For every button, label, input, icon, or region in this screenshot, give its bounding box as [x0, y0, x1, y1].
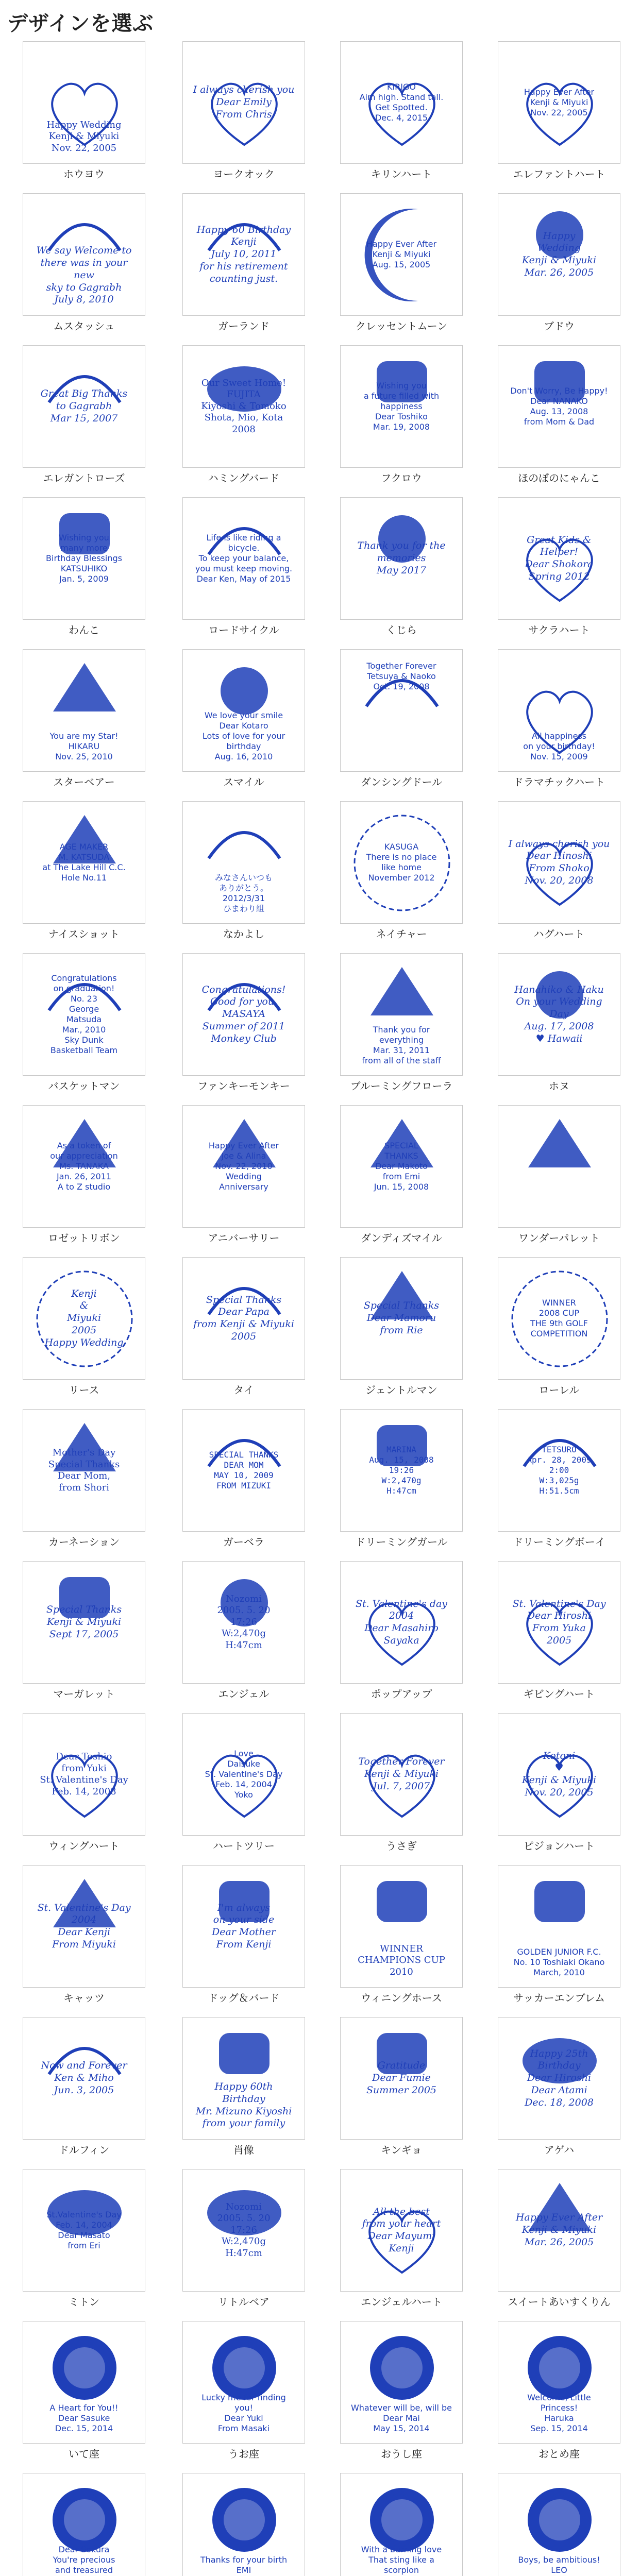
design-sample-text: Nozomi 2005. 5. 20 17:26 W:2,470g H:47cm: [217, 1593, 271, 1651]
design-option[interactable]: [498, 1561, 620, 1700]
design-caption: ドラマチックハート: [513, 776, 605, 788]
design-sample-text: Wishing you a future filled with happiness Dear Toshiko Mar. 19, 2008: [363, 381, 440, 432]
design-thumbnail[interactable]: [498, 1561, 620, 1684]
design-option[interactable]: [182, 1257, 305, 1396]
design-thumbnail[interactable]: [498, 801, 620, 924]
design-thumbnail[interactable]: [340, 1865, 463, 1988]
design-option[interactable]: [340, 1865, 463, 2004]
design-sample-text: Happy 60 Birthday Kenji July 10, 2011 for his retirement counting just.: [196, 224, 291, 284]
design-option[interactable]: [340, 953, 463, 1092]
design-thumbnail[interactable]: [340, 1713, 463, 1836]
design-sample-text: Great Big Thanks to Gagrabh Mar 15, 2007: [40, 388, 128, 424]
design-caption: サッカーエンブレム: [513, 1992, 605, 2004]
design-thumbnail[interactable]: [182, 2017, 305, 2140]
design-thumbnail[interactable]: [498, 345, 620, 468]
design-thumbnail[interactable]: [498, 2473, 620, 2576]
design-thumbnail[interactable]: [182, 1713, 305, 1836]
design-thumbnail[interactable]: [182, 2169, 305, 2292]
design-sample-text: We say Welcome to there was in your new sky to Gagrabh July 8, 2010: [36, 245, 132, 306]
design-thumbnail[interactable]: [23, 1561, 145, 1684]
design-sample-text: We love your smile Dear Kotaro Lots of love for your birthday Aug. 16, 2010: [202, 710, 285, 761]
design-option[interactable]: [498, 1409, 620, 1548]
design-sample-text: Dear Sokura You're precious and treasured: [53, 2545, 115, 2575]
design-sample-text: Special Thanks Dear Papa from Kenji & Miyuki 2005: [193, 1294, 294, 1342]
design-sample-text: AGE MAKER M. KATSUDA at The Lake Hill C.C. Hole No.11: [42, 842, 126, 883]
design-option[interactable]: [23, 193, 145, 332]
design-thumbnail[interactable]: [340, 1409, 463, 1532]
design-option[interactable]: [498, 2473, 620, 2576]
design-caption: ハートツリー: [213, 1840, 275, 1852]
design-sample-text: Thank you for everything Mar. 31, 2011 from all of the staff: [362, 1025, 441, 1065]
design-option[interactable]: [23, 1257, 145, 1396]
design-thumbnail[interactable]: [340, 649, 463, 772]
design-caption: バスケットマン: [48, 1080, 120, 1092]
design-sample-text: Lucky me for finding you! Dear Yuki From Masaki: [201, 2393, 286, 2433]
design-sample-text: Special Thanks Kenji & Miyuki Sept 17, 2005: [46, 1604, 122, 1640]
design-option[interactable]: [23, 1105, 145, 1244]
design-option[interactable]: [340, 2017, 463, 2156]
design-thumbnail[interactable]: [182, 1865, 305, 1988]
design-sample-text: St. Valentine's Day Dear Hiroshi From Yuka 2005: [512, 1598, 606, 1646]
design-thumbnail[interactable]: [498, 193, 620, 316]
design-caption: おうし座: [381, 2448, 422, 2460]
design-option[interactable]: [23, 953, 145, 1092]
design-caption: スターベアー: [53, 776, 115, 788]
design-sample-text: Kenji & Miyuki 2005 Happy Wedding: [44, 1287, 124, 1348]
design-thumbnail[interactable]: [182, 2321, 305, 2444]
design-thumbnail[interactable]: [182, 953, 305, 1076]
design-caption: クレッセントムーン: [355, 320, 448, 332]
design-sample-text: Nozomi 2005. 5. 20 17:26 W:2,470g H:47cm: [217, 2201, 271, 2259]
design-option[interactable]: [340, 1713, 463, 1852]
design-caption: ワンダーパレット: [518, 1232, 600, 1244]
design-caption: ドッグ＆バード: [208, 1992, 280, 2004]
design-option[interactable]: [23, 1561, 145, 1700]
design-option[interactable]: [182, 1409, 305, 1548]
design-caption: ロードサイクル: [208, 624, 279, 636]
design-option[interactable]: [182, 953, 305, 1092]
design-caption: ハミングバード: [208, 472, 280, 484]
design-sample-text: I always cherish you Dear Emily From Chris: [193, 84, 295, 120]
design-thumbnail[interactable]: [182, 193, 305, 316]
design-thumbnail[interactable]: [498, 1865, 620, 1988]
design-thumbnail[interactable]: [498, 1409, 620, 1532]
design-sample-text: Welcome, Little Princess! Haruka Sep. 15, 2014: [527, 2393, 591, 2433]
design-option[interactable]: [340, 2473, 463, 2576]
design-thumbnail[interactable]: [23, 41, 145, 164]
design-caption: おとめ座: [538, 2448, 580, 2460]
design-caption: フクロウ: [381, 472, 422, 484]
design-option[interactable]: [23, 2017, 145, 2156]
design-thumbnail[interactable]: [340, 2017, 463, 2140]
design-sample-text: Congratulations on graduation! No. 23 George Matsuda Mar., 2010 Sky Dunk Basketball Team: [50, 973, 118, 1055]
design-sample-text: All happiness on your birthday! Nov. 15, 2009: [523, 731, 595, 761]
design-option[interactable]: [23, 649, 145, 788]
design-option[interactable]: [182, 345, 305, 484]
design-thumbnail[interactable]: [23, 1409, 145, 1532]
design-caption: カーネーション: [48, 1536, 120, 1548]
design-option[interactable]: [23, 497, 145, 636]
design-option[interactable]: [340, 41, 463, 180]
design-caption: 肖像: [233, 2144, 254, 2156]
design-caption: ガーベラ: [223, 1536, 264, 1548]
design-sample-text: Great Kids & Helper! Dear Shokora Spring 2012: [525, 534, 594, 582]
design-caption: ローレル: [538, 1384, 580, 1396]
design-option[interactable]: [498, 801, 620, 940]
design-thumbnail[interactable]: [182, 1105, 305, 1228]
design-option[interactable]: [498, 41, 620, 180]
design-thumbnail[interactable]: [340, 1105, 463, 1228]
design-option[interactable]: [340, 1409, 463, 1548]
design-option[interactable]: [498, 2017, 620, 2156]
design-thumbnail[interactable]: [498, 497, 620, 620]
design-caption: ブルーミングフローラ: [350, 1080, 453, 1092]
design-thumbnail[interactable]: [23, 2473, 145, 2576]
design-caption: わんこ: [69, 624, 99, 636]
design-option[interactable]: [23, 2473, 145, 2576]
design-sample-text: St. Valentine's day 2004 Dear Masahiro Sayaka: [355, 1598, 448, 1646]
design-caption: ハグハート: [533, 928, 585, 940]
design-thumbnail[interactable]: [340, 345, 463, 468]
design-sample-text: みなさんいつも ありがとう。 2012/3/31 ひまわり組: [214, 873, 273, 913]
design-sample-text: Happy Ever After Joe & Alina Nov. 22, 2010 Wedding Anniversary: [208, 1141, 279, 1192]
design-caption: くじら: [386, 624, 417, 636]
design-caption: ウィニングホース: [361, 1992, 442, 2004]
design-thumbnail[interactable]: [498, 1105, 620, 1228]
design-sample-text: Happy 60th Birthday Mr. Mizuno Kiyoshi from your family: [195, 2081, 292, 2129]
page-title: デザインを選ぶ: [7, 12, 154, 36]
design-option[interactable]: [23, 1865, 145, 2004]
design-sample-text: Happy Wedding Kenji & Miyuki Nov. 22, 2005: [46, 119, 122, 154]
design-option[interactable]: [23, 41, 145, 180]
design-caption: ムスタッシュ: [53, 320, 115, 332]
design-option[interactable]: [182, 497, 305, 636]
design-caption: ブドウ: [544, 320, 575, 332]
design-sample-text: Hanahiko & Haku On your Wedding Day Aug. 17, 2008 ♥ Hawaii: [514, 984, 604, 1044]
design-option[interactable]: [498, 345, 620, 484]
design-sample-text: Don't Worry, Be Happy! Dear NANAKO Aug. 13, 2008 from Mom & Dad: [510, 386, 608, 427]
design-option[interactable]: [340, 1561, 463, 1700]
design-caption: エンジェルハート: [361, 2296, 442, 2308]
design-sample-text: A Heart for You!! Dear Sasuke Dec. 15, 2014: [49, 2403, 119, 2433]
design-caption: リトルベア: [218, 2296, 270, 2308]
design-sample-text: I always cherish you Dear Hinoshi From Shoko Nov. 20, 2008: [508, 838, 610, 886]
design-caption: ジェントルマン: [365, 1384, 437, 1396]
design-sample-text: Wishing you many more Birthday Blessings KATSUHIKO Jan. 5, 2009: [46, 533, 122, 584]
design-sample-text: Together Forever Tetsuya & Naoko Oct. 19, 2008: [366, 661, 436, 691]
design-option[interactable]: [182, 2017, 305, 2156]
design-sample-text: Dear Toshio from Yuki St. Valentine's Day Feb. 14, 2008: [40, 1751, 128, 1797]
design-caption: ホウヨウ: [63, 168, 105, 180]
design-caption: ファンキーモンキー: [197, 1080, 290, 1092]
design-sample-text: Boys, be ambitious! LEO: [518, 2555, 600, 2575]
design-option[interactable]: [340, 1105, 463, 1244]
design-thumbnail[interactable]: [23, 953, 145, 1076]
design-thumbnail[interactable]: [23, 1713, 145, 1836]
design-sample-text: Happy Ever After Kenji & Miyuki Mar. 26, 2005: [515, 2212, 603, 2248]
design-caption: マーガレット: [53, 1688, 115, 1700]
design-caption: スイートあいすくりん: [508, 2296, 611, 2308]
design-thumbnail[interactable]: [182, 2473, 305, 2576]
design-thumbnail[interactable]: [23, 2321, 145, 2444]
design-option[interactable]: [23, 2169, 145, 2308]
design-option[interactable]: [340, 345, 463, 484]
design-sample-text: Happy 25th Birthday Dear Hiroshi Dear Atami Dec. 18, 2008: [525, 2047, 594, 2108]
design-option[interactable]: [340, 2321, 463, 2460]
design-option[interactable]: [182, 1105, 305, 1244]
design-caption: ミトン: [69, 2296, 99, 2308]
design-sample-text: Kotoni ♥ Kenji & Miyuki Nov. 20, 2005: [521, 1750, 597, 1798]
design-thumbnail[interactable]: [23, 801, 145, 924]
design-thumbnail[interactable]: [340, 953, 463, 1076]
design-option[interactable]: [498, 649, 620, 788]
design-thumbnail[interactable]: [23, 1105, 145, 1228]
design-caption: ネイチャー: [376, 928, 427, 940]
design-thumbnail[interactable]: [23, 497, 145, 620]
design-option[interactable]: [340, 801, 463, 940]
design-option[interactable]: [182, 1865, 305, 2004]
design-caption: ガーランド: [218, 320, 270, 332]
design-option[interactable]: [182, 2473, 305, 2576]
design-caption: ダンシングドール: [360, 776, 443, 788]
design-caption: サクラハート: [528, 624, 590, 636]
design-sample-text: Happy Ever After Kenji & Miyuki Nov. 22, 2005: [524, 87, 595, 117]
design-caption: エレファントハート: [513, 168, 605, 180]
design-option[interactable]: [498, 1105, 620, 1244]
design-option[interactable]: [498, 1257, 620, 1396]
design-caption: ヨークオック: [213, 168, 275, 180]
design-thumbnail[interactable]: [182, 41, 305, 164]
design-option[interactable]: [498, 193, 620, 332]
design-sample-text: Congratulations! Good for you, MASAYA Summer of 2011 Monkey Club: [201, 984, 286, 1044]
design-caption: キリンハート: [370, 168, 432, 180]
design-sample-text: MARINA Aug. 15, 2008 19:26 W:2,470g H:47cm: [369, 1445, 434, 1496]
design-option[interactable]: [23, 1713, 145, 1852]
design-sample-text: You are my Star! HIKARU Nov. 25, 2010: [49, 731, 119, 761]
design-sample-text: Gratitude Dear Fumie Summer 2005: [366, 2060, 436, 2096]
design-sample-text: Together Forever Kenji & Miyuki Jul. 7, 2007: [358, 1756, 445, 1792]
design-caption: ホヌ: [549, 1080, 569, 1092]
design-thumbnail[interactable]: [182, 801, 305, 924]
design-option[interactable]: [340, 497, 463, 636]
design-sample-text: Now and Forever Ken & Miho Jun. 3, 2005: [41, 2060, 127, 2096]
design-sample-text: GOLDEN JUNIOR F.C. No. 10 Toshiaki Okano March, 2010: [513, 1947, 605, 1977]
design-sample-text: SPECIAL THANKS DEAR MOM MAY 10, 2009 FROM MIZUKI: [209, 1450, 279, 1490]
design-option[interactable]: [340, 2169, 463, 2308]
design-thumbnail[interactable]: [182, 345, 305, 468]
design-thumbnail[interactable]: [340, 801, 463, 924]
design-sample-text: St. Valentine's Day 2004 Dear Kenji From Miyuki: [37, 1902, 131, 1950]
design-thumbnail[interactable]: [498, 41, 620, 164]
design-caption: ピジョンハート: [523, 1840, 595, 1852]
design-thumbnail[interactable]: [498, 1257, 620, 1380]
design-caption: エンジェル: [218, 1688, 270, 1700]
design-sample-text: KIRIGO Aim high. Stand tall. Get Spotted. Dec. 4, 2015: [359, 82, 444, 123]
design-thumbnail[interactable]: [182, 497, 305, 620]
design-option[interactable]: [340, 1257, 463, 1396]
design-caption: タイ: [233, 1384, 254, 1396]
design-sample-text: TETSURO Apr. 28, 2009 2:00 W:3,025g H:51.5cm: [527, 1445, 592, 1496]
design-caption: いて座: [69, 2448, 99, 2460]
design-thumbnail[interactable]: [23, 193, 145, 316]
design-thumbnail[interactable]: [23, 345, 145, 468]
design-thumbnail[interactable]: [498, 953, 620, 1076]
design-option[interactable]: [498, 497, 620, 636]
design-sample-text: Happy Wedding Kenji & Miyuki Mar. 26, 2005: [521, 230, 597, 278]
design-caption: ウィングハート: [48, 1840, 120, 1852]
design-sample-text: Love Daisuke St. Valentine's Day Feb. 14, 2004 Yoko: [205, 1749, 283, 1800]
design-option[interactable]: [182, 1561, 305, 1700]
wonder-palette-icon: [498, 1106, 620, 1228]
design-sample-text: Special Thanks Dear Mamoru from Rie: [363, 1300, 440, 1336]
design-caption: エレガントローズ: [43, 472, 125, 484]
design-thumbnail[interactable]: [498, 2017, 620, 2140]
design-caption: ポップアップ: [370, 1688, 432, 1700]
design-caption: ドリーミングガール: [355, 1536, 448, 1548]
design-caption: キンギョ: [381, 2144, 422, 2156]
design-option[interactable]: [498, 953, 620, 1092]
design-thumbnail[interactable]: [340, 2321, 463, 2444]
design-option[interactable]: [182, 2169, 305, 2308]
design-option[interactable]: [498, 2321, 620, 2460]
design-thumbnail[interactable]: [23, 1257, 145, 1380]
design-sample-text: Our Sweet Home! FUJITA Kiyoshi & Tomoko Shota, Mio, Kota 2008: [201, 377, 287, 435]
design-thumbnail[interactable]: [23, 1865, 145, 1988]
design-sample-text: WINNER CHAMPIONS CUP 2010: [358, 1943, 445, 1977]
design-sample-text: As a token of our appreciation Ms. TANAKA Jan. 26, 2011 A to Z studio: [50, 1141, 118, 1192]
design-option[interactable]: [498, 2169, 620, 2308]
design-option[interactable]: [182, 2321, 305, 2460]
design-option[interactable]: [182, 801, 305, 940]
design-thumbnail[interactable]: [182, 1409, 305, 1532]
design-caption: ロゼットリボン: [48, 1232, 120, 1244]
design-option[interactable]: [498, 1865, 620, 2004]
design-caption: ドリーミングボーイ: [513, 1536, 605, 1548]
design-thumbnail[interactable]: [340, 41, 463, 164]
design-option[interactable]: [23, 345, 145, 484]
design-sample-text: Whatever will be, will be Dear Mai May 15, 2014: [350, 2403, 452, 2433]
design-thumbnail[interactable]: [340, 193, 463, 316]
design-option[interactable]: [23, 1409, 145, 1548]
design-thumbnail[interactable]: [498, 2169, 620, 2292]
design-sample-text: All the best from your heart Dear Mayumi Kenji: [362, 2206, 441, 2254]
design-thumbnail[interactable]: [498, 2321, 620, 2444]
design-thumbnail[interactable]: [340, 1561, 463, 1684]
design-thumbnail[interactable]: [23, 2169, 145, 2292]
design-thumbnail[interactable]: [182, 649, 305, 772]
design-caption: ほのぼのにゃんこ: [518, 472, 600, 484]
design-caption: ダンディズマイル: [361, 1232, 442, 1244]
design-thumbnail[interactable]: [23, 649, 145, 772]
design-option[interactable]: [340, 193, 463, 332]
design-caption: アゲハ: [544, 2144, 575, 2156]
design-caption: アニバーサリー: [208, 1232, 280, 1244]
design-option[interactable]: [340, 649, 463, 788]
design-thumbnail[interactable]: [498, 1713, 620, 1836]
design-sample-text: With a burning love That sting like a scorpion: [361, 2545, 442, 2575]
design-option[interactable]: [182, 41, 305, 180]
design-thumbnail[interactable]: [340, 497, 463, 620]
design-thumbnail[interactable]: [498, 649, 620, 772]
design-sample-text: KASUGA There is no place like home November 2012: [366, 842, 437, 883]
design-option[interactable]: [182, 1713, 305, 1852]
design-caption: ドルフィン: [58, 2144, 110, 2156]
design-sample-text: Mother's Day Special Thanks Dear Mom, from Shori: [48, 1447, 120, 1493]
design-sample-text: Life is like riding a bicycle. To keep your balance, you must keep moving. Dear Ken, May of 2015: [195, 533, 293, 584]
design-thumbnail[interactable]: [182, 1257, 305, 1380]
design-thumbnail[interactable]: [23, 2017, 145, 2140]
design-thumbnail[interactable]: [182, 1561, 305, 1684]
design-thumbnail[interactable]: [340, 2473, 463, 2576]
design-caption: うさぎ: [386, 1840, 417, 1852]
design-thumbnail[interactable]: [340, 2169, 463, 2292]
design-thumbnail[interactable]: [340, 1257, 463, 1380]
design-caption: なかよし: [223, 928, 264, 940]
design-option[interactable]: [23, 801, 145, 940]
design-sample-text: Thanks for your birth EMI: [200, 2555, 288, 2575]
design-option[interactable]: [182, 649, 305, 788]
design-caption: ナイスショット: [48, 928, 120, 940]
design-caption: キャッツ: [63, 1992, 105, 2004]
design-sample-text: SPECIAL THANKS Dear Makoto from Emi Jun. 15, 2008: [374, 1141, 429, 1192]
design-option[interactable]: [182, 193, 305, 332]
design-sample-text: Happy Ever After Kenji & Miyuki Aug. 15, 2005: [366, 239, 437, 269]
design-caption: ギビングハート: [523, 1688, 595, 1700]
design-sample-text: Thank you for the memories May 2017: [357, 540, 446, 576]
design-sample-text: WINNER 2008 CUP THE 9th GOLF COMPETITION: [530, 1298, 588, 1338]
design-caption: スマイル: [223, 776, 264, 788]
design-caption: リース: [69, 1384, 99, 1396]
design-caption: うお座: [228, 2448, 259, 2460]
design-option[interactable]: [498, 1713, 620, 1852]
design-option[interactable]: [23, 2321, 145, 2460]
design-sample-text: I'm always on your side Dear Mother From Kenji: [211, 1902, 276, 1950]
design-sample-text: St.Valentine's Day Feb. 14, 2004 Dear Masato from Eri: [46, 2210, 122, 2250]
